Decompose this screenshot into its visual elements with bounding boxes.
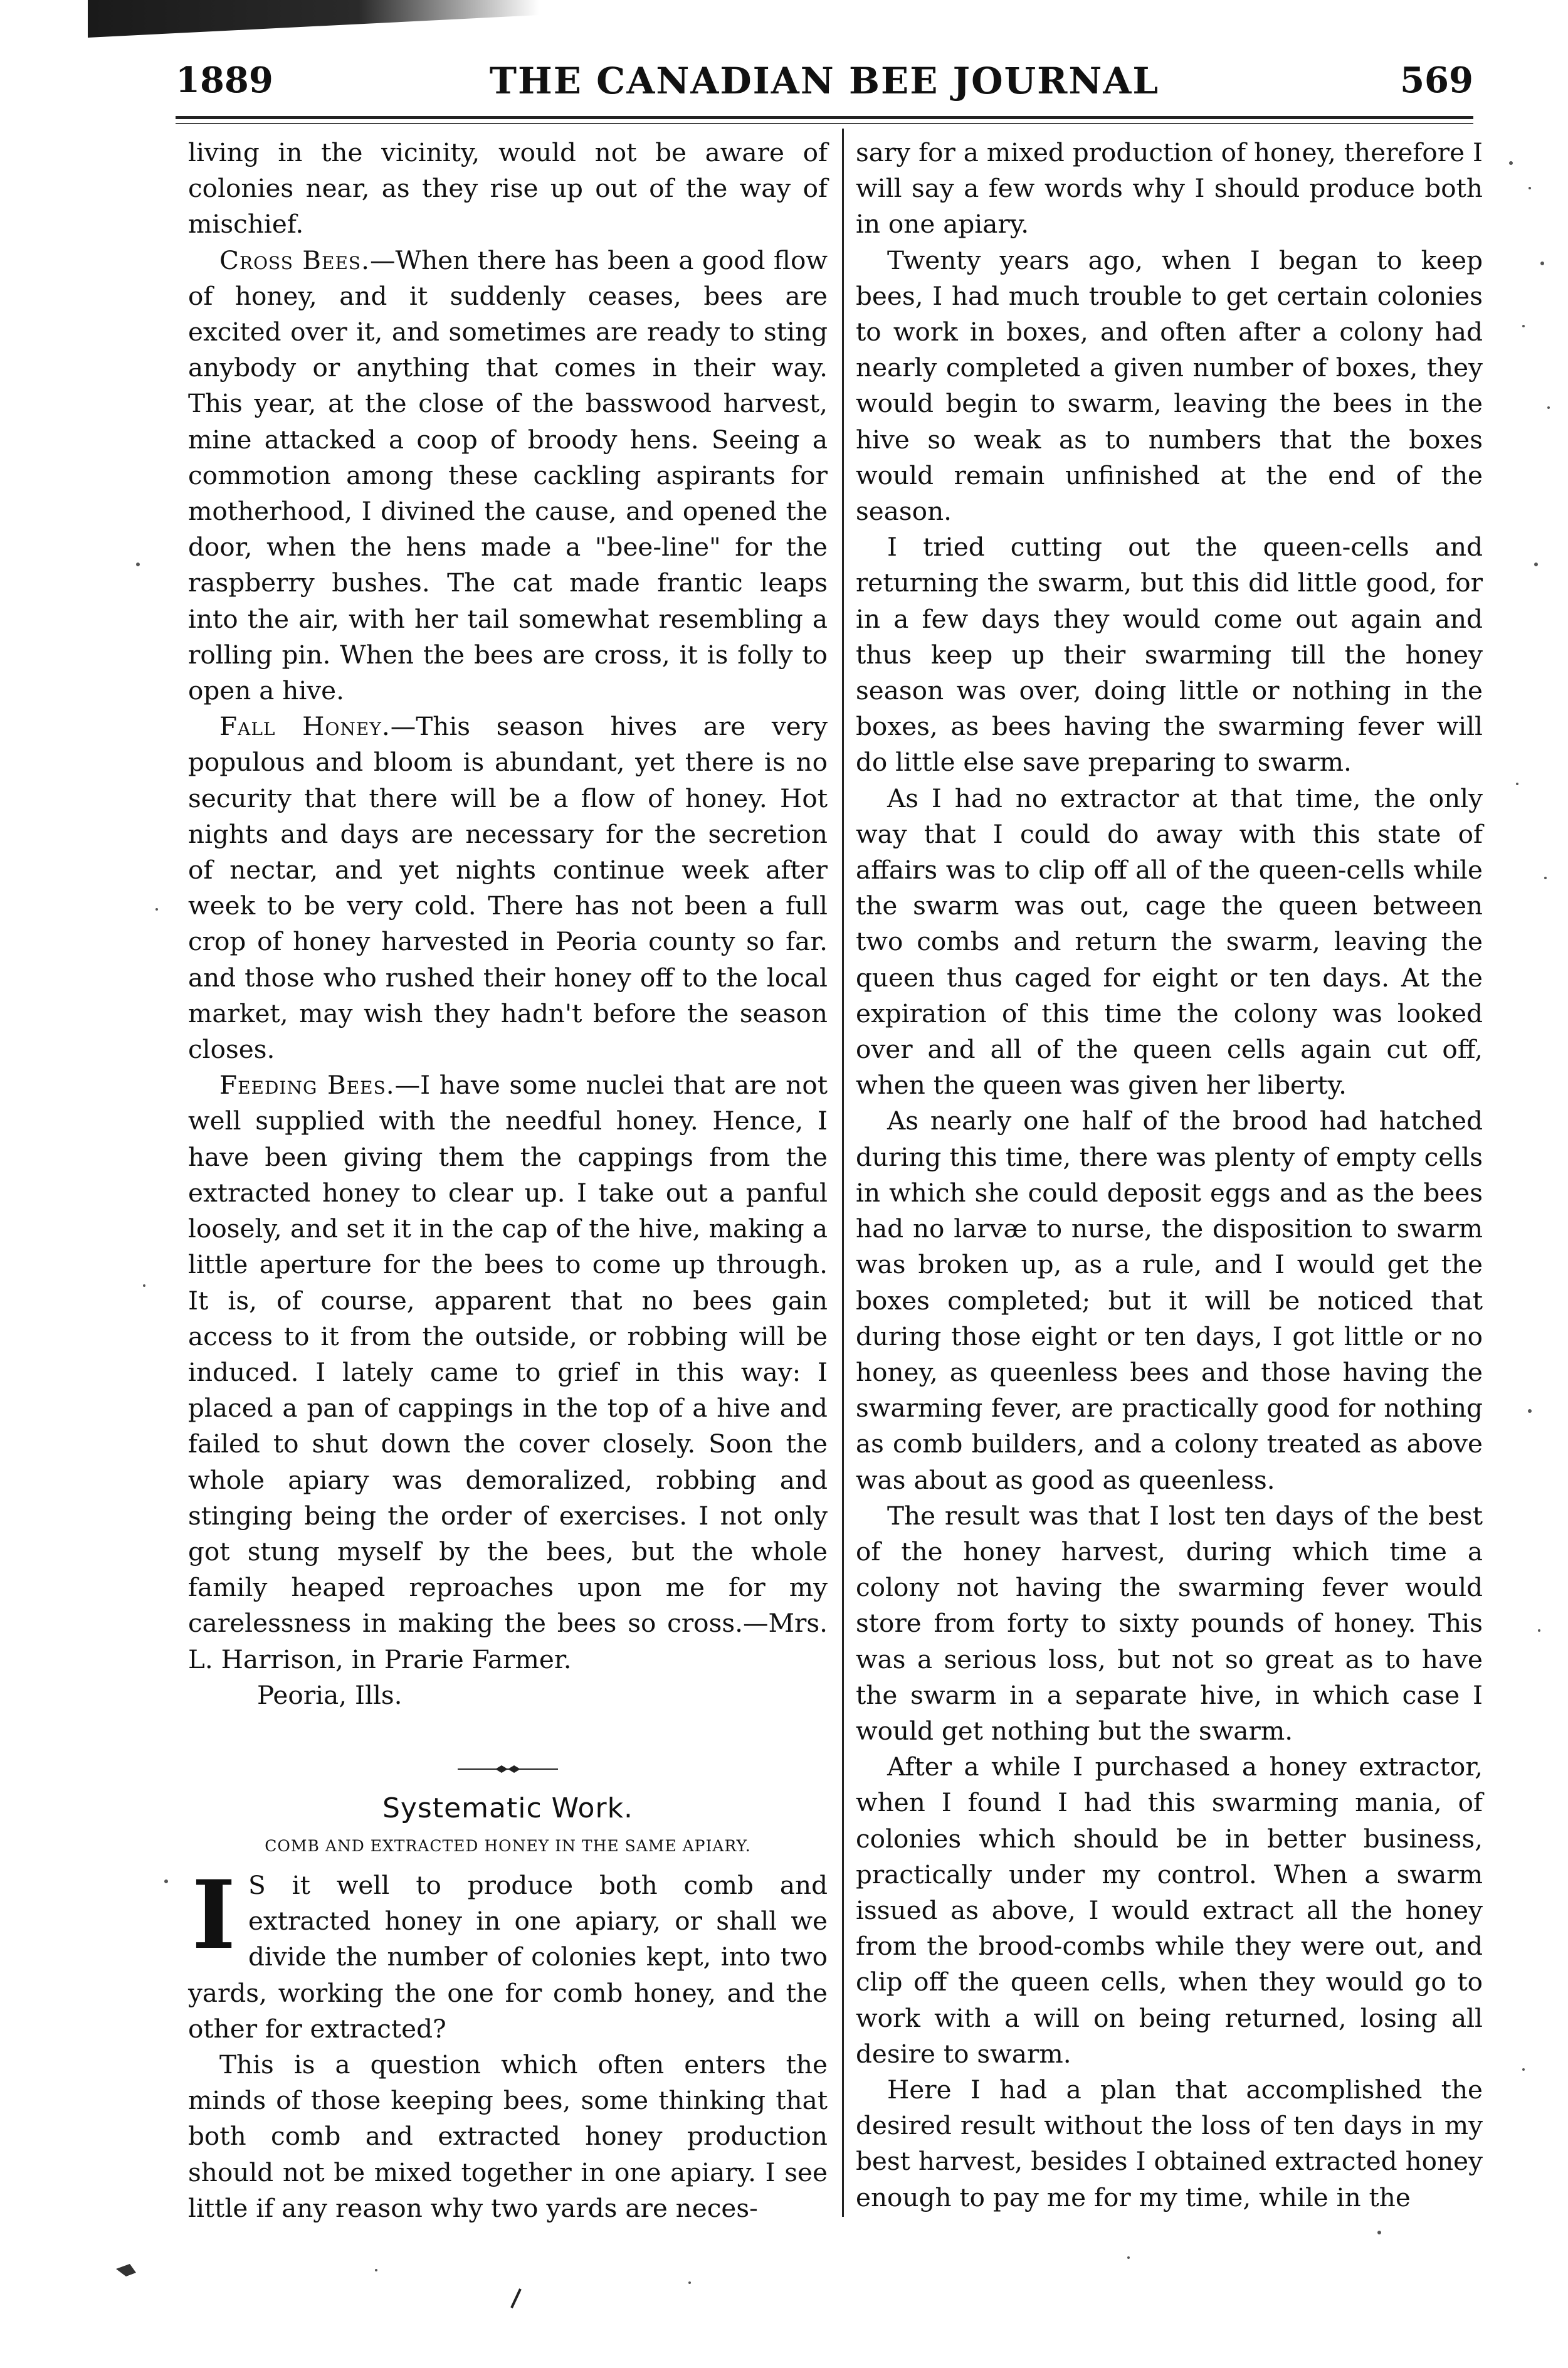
paragraph	[188, 243, 828, 709]
paragraph	[188, 1859, 828, 2047]
paragraph-heading: Feeding Bees.	[219, 1070, 395, 1101]
paragraph-body: S it well to produce both comb and extracted honey in one apiary, or shall we divide the number of colonies kept, into two yards, working the one for comb honey, and the other for extracted?	[188, 1869, 828, 2044]
scan-smudge	[88, 0, 539, 38]
section-title: Systematic Work.	[382, 1792, 634, 1824]
left-column	[188, 135, 828, 2226]
right-column	[856, 135, 1483, 2216]
paragraph: I tried cutting out the queen-cells and returning the swarm, but this did little good, for in a few days they would come out again and thus keep up their swarming till the honey season was over, doing little or nothing in the boxes, as bees having the swarming fever will do little else save preparing to swarm.	[856, 532, 1483, 778]
header-rule-thin	[176, 123, 1473, 124]
paragraph: living in the vicinity, would not be aware of colonies near, as they rise up out of the way of mischief.	[188, 137, 828, 240]
paragraph-heading: Cross Bees.	[219, 245, 370, 275]
paragraph: sary for a mixed production of honey, therefore I will say a few words why I should produce both in one apiary.	[856, 137, 1483, 240]
section-subtitle: COMB AND EXTRACTED HONEY IN THE SAME APIARY.	[265, 1836, 751, 1855]
header-rule	[176, 116, 1473, 119]
signature-location: Peoria, Ills.	[257, 1679, 403, 1710]
paragraph: After a while I purchased a honey extractor, when I found I had this swarming mania, of colonies which should be in better business, practically under my control. When a swarm issued as above, I would extract all the honey from the brood-combs while they were out, and clip off the queen cells, when they would go to work with a will on being returned, losing all desire to swarm.	[856, 1752, 1483, 2069]
year: 1889	[176, 60, 273, 101]
paragraph: As I had no extractor at that time, the only way that I could do away with this state of affairs was to clip off all of the queen-cells while the swarm was out, cage the queen between two combs and return the swarm, leaving the queen thus caged for eight or ten days. At the expiration of this time the colony was looked over and all of the queen cells again cut off, when the queen was given her liberty.	[856, 783, 1483, 1101]
paragraph: As nearly one half of the brood had hatched during this time, there was plenty of empty cells in which she could deposit eggs and as the bees had no larvæ to nurse, the disposition to swarm was broken up, as a rule, and I would get the boxes completed; but it will be noticed that during those eight or ten days, I got little or no honey, as queenless bees and those having the swarming fever, are practically good for nothing as comb builders, and a colony treated as above was about as good as queenless.	[856, 1106, 1483, 1495]
paragraph-body: —This season hives are very populous and bloom is abundant, yet there is no security that there will be a flow of honey. Hot nights and days are necessary for the secretion of nectar, and yet nights continue week after week to be very cold. There has not been a full crop of honey harvested in Peoria county so far. and those who rushed their honey off to the local market, may wish they hadn't before the season closes.	[188, 711, 828, 1065]
column-divider	[842, 129, 844, 2217]
paragraph: Here I had a plan that accomplished the desired result without the loss of ten days in my best harvest, besides I obtained extracted honey enough to pay me for my time, while in the	[856, 2074, 1483, 2212]
running-header	[176, 60, 1473, 110]
ornament-rule-icon	[458, 1763, 558, 1775]
paragraph: Twenty years ago, when I began to keep bees, I had much trouble to get certain colonies to work in boxes, and often after a colony had nearly completed a given number of boxes, they would begin to swarm, leaving the bees in the hive so weak as to numbers that the boxes would remain unfinished at the end of the season.	[856, 245, 1483, 527]
page-number: 569	[1400, 60, 1473, 101]
paragraph-heading: Fall Honey.	[219, 711, 391, 742]
section-ornament	[188, 1757, 828, 1782]
paragraph-body: —When there has been a good flow of honey, and it suddenly ceases, bees are excited over it, and sometimes are ready to sting anybody or anything that comes in their way. This year, at the close of the basswood harvest, mine attacked a coop of broody hens. Seeing a commotion among these cackling aspirants for motherhood, I divined the cause, and opened the door, when the hens made a "bee-line" for the raspberry bushes. The cat made frantic leaps into the air, with her tail somewhat resembling a rolling pin. When the bees are cross, it is folly to open a hive.	[188, 245, 828, 706]
journal-title: THE CANADIAN BEE JOURNAL	[489, 60, 1160, 102]
paragraph: This is a question which often enters the minds of those keeping bees, some thinking that both comb and extracted honey production should not be mixed together in one apiary. I see little if any reason why two yards are neces-	[188, 2049, 828, 2223]
drop-cap: I	[191, 1859, 236, 1970]
paragraph	[188, 709, 828, 1067]
paragraph	[188, 1067, 828, 1677]
paragraph-body: —I have some nuclei that are not well supplied with the needful honey. Hence, I have been giving them the cappings from the extracted honey to clear up. I take out a panful loosely, and set it in the cap of the hive, making a little aperture for the bees to come up through. It is, of course, apparent that no bees gain access to it from the outside, or robbing will be induced. I lately came to grief in this way: I placed a pan of cappings in the top of a hive and failed to shut down the cover closely. Soon the whole apiary was demoralized, robbing and stinging being the order of exercises. I not only got stung myself by the bees, but the whole family heaped reproaches upon me for my carelessness in making the bees so cross.—Mrs. L. Harrison, in Prarie Farmer.	[188, 1070, 828, 1674]
paragraph: The result was that I lost ten days of the best of the honey harvest, during which time a colony not having the swarming fever would store from forty to sixty pounds of honey. This was a serious loss, but not so great as to have the swarm in a separate hive, in which case I would get nothing but the swarm.	[856, 1500, 1483, 1746]
